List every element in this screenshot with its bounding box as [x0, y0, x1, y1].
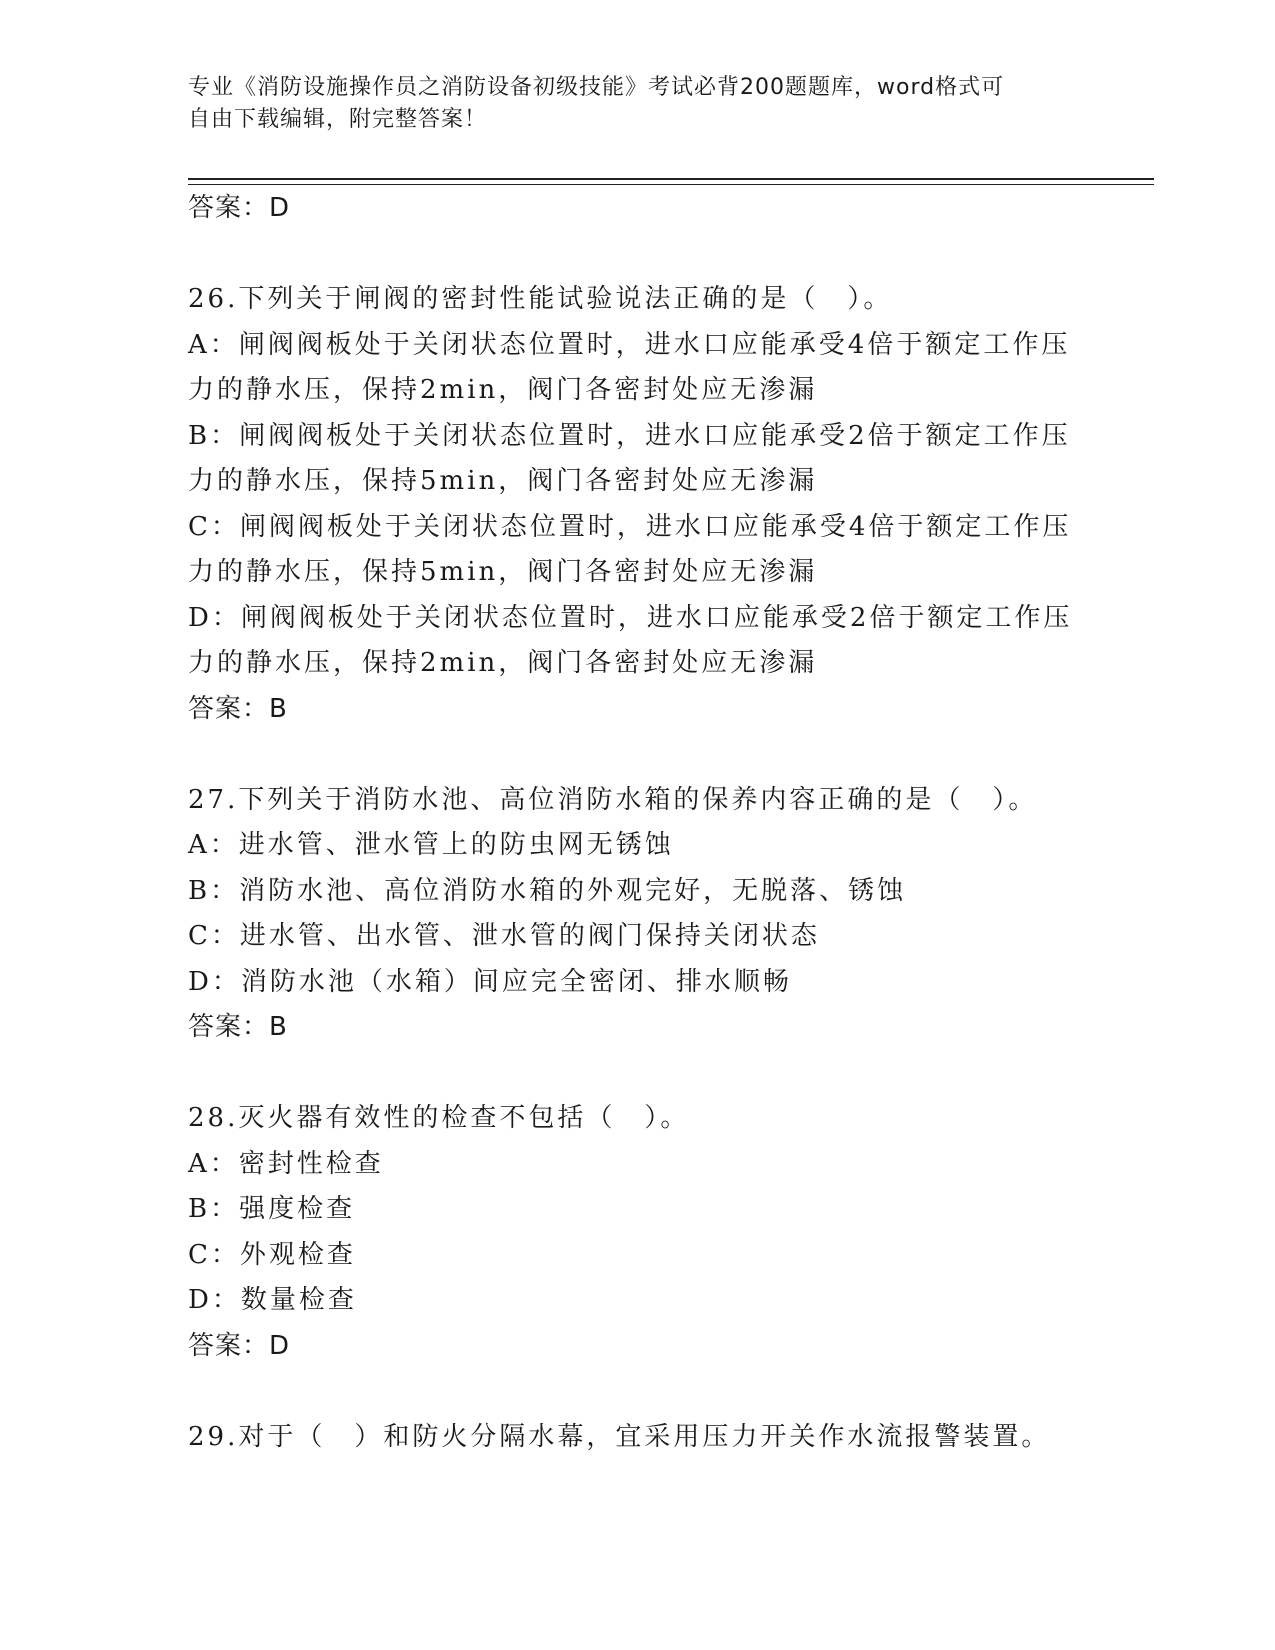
spacer [188, 732, 1088, 778]
question-stem: 27.下列关于消防水池、高位消防水箱的保养内容正确的是（ ）。 [188, 784, 1038, 815]
document-header [188, 72, 1068, 136]
option-b-line-2: 力的静水压，保持5min，阀门各密封处应无渗漏 [188, 466, 818, 496]
spacer [188, 1051, 1088, 1097]
option-a: A：进水管、泄水管上的防虫网无锈蚀 [188, 830, 674, 860]
answer-q25: 答案：D [188, 193, 291, 223]
question-content [188, 186, 1088, 1460]
question-stem: 29.对于（ ）和防火分隔水幕，宜采用压力开关作水流报警装置。 [188, 1421, 1051, 1452]
spacer [188, 232, 1088, 278]
header-divider-thin [188, 184, 1154, 185]
answer-q26: 答案：B [188, 693, 288, 724]
option-d: D：数量检查 [188, 1285, 357, 1315]
header-divider-thick [188, 178, 1154, 180]
option-c: C：进水管、出水管、泄水管的阀门保持关闭状态 [188, 921, 820, 951]
question-29 [188, 1415, 1088, 1461]
option-d-line-2: 力的静水压，保持2min，阀门各密封处应无渗漏 [188, 648, 818, 678]
option-c: C：外观检查 [188, 1239, 356, 1270]
question-stem: 28.灭火器有效性的检查不包括（ ）。 [188, 1103, 690, 1133]
question-stem: 26.下列关于闸阀的密封性能试验说法正确的是（ ）。 [188, 284, 893, 314]
option-b: B：消防水池、高位消防水箱的外观完好，无脱落、锈蚀 [188, 875, 907, 906]
question-27 [188, 778, 1088, 1051]
answer-q28: 答案：D [188, 1330, 291, 1361]
option-b-line-1: B：闸阀阀板处于关闭状态位置时，进水口应能承受2倍于额定工作压 [188, 420, 1071, 451]
option-d: D：消防水池（水箱）间应完全密闭、排水顺畅 [188, 966, 792, 997]
header-line-2: 自由下载编辑，附完整答案！ [188, 107, 488, 132]
answer-q27: 答案：B [188, 1012, 288, 1042]
spacer [188, 1369, 1088, 1415]
option-b: B：强度检查 [188, 1194, 356, 1224]
option-a-line-2: 力的静水压，保持2min，阀门各密封处应无渗漏 [188, 375, 818, 405]
option-d-line-1: D：闸阀阀板处于关闭状态位置时，进水口应能承受2倍于额定工作压 [188, 602, 1073, 633]
option-a: A：密封性检查 [188, 1148, 384, 1179]
question-28 [188, 1096, 1088, 1369]
option-c-line-1: C：闸阀阀板处于关闭状态位置时，进水口应能承受4倍于额定工作压 [188, 511, 1072, 542]
question-26 [188, 277, 1088, 732]
header-line-1: 专业《消防设施操作员之消防设备初级技能》考试必背200题题库，word格式可 [188, 75, 1005, 100]
option-a-line-1: A：闸阀阀板处于关闭状态位置时，进水口应能承受4倍于额定工作压 [188, 329, 1071, 360]
option-c-line-2: 力的静水压，保持5min，阀门各密封处应无渗漏 [188, 557, 818, 587]
